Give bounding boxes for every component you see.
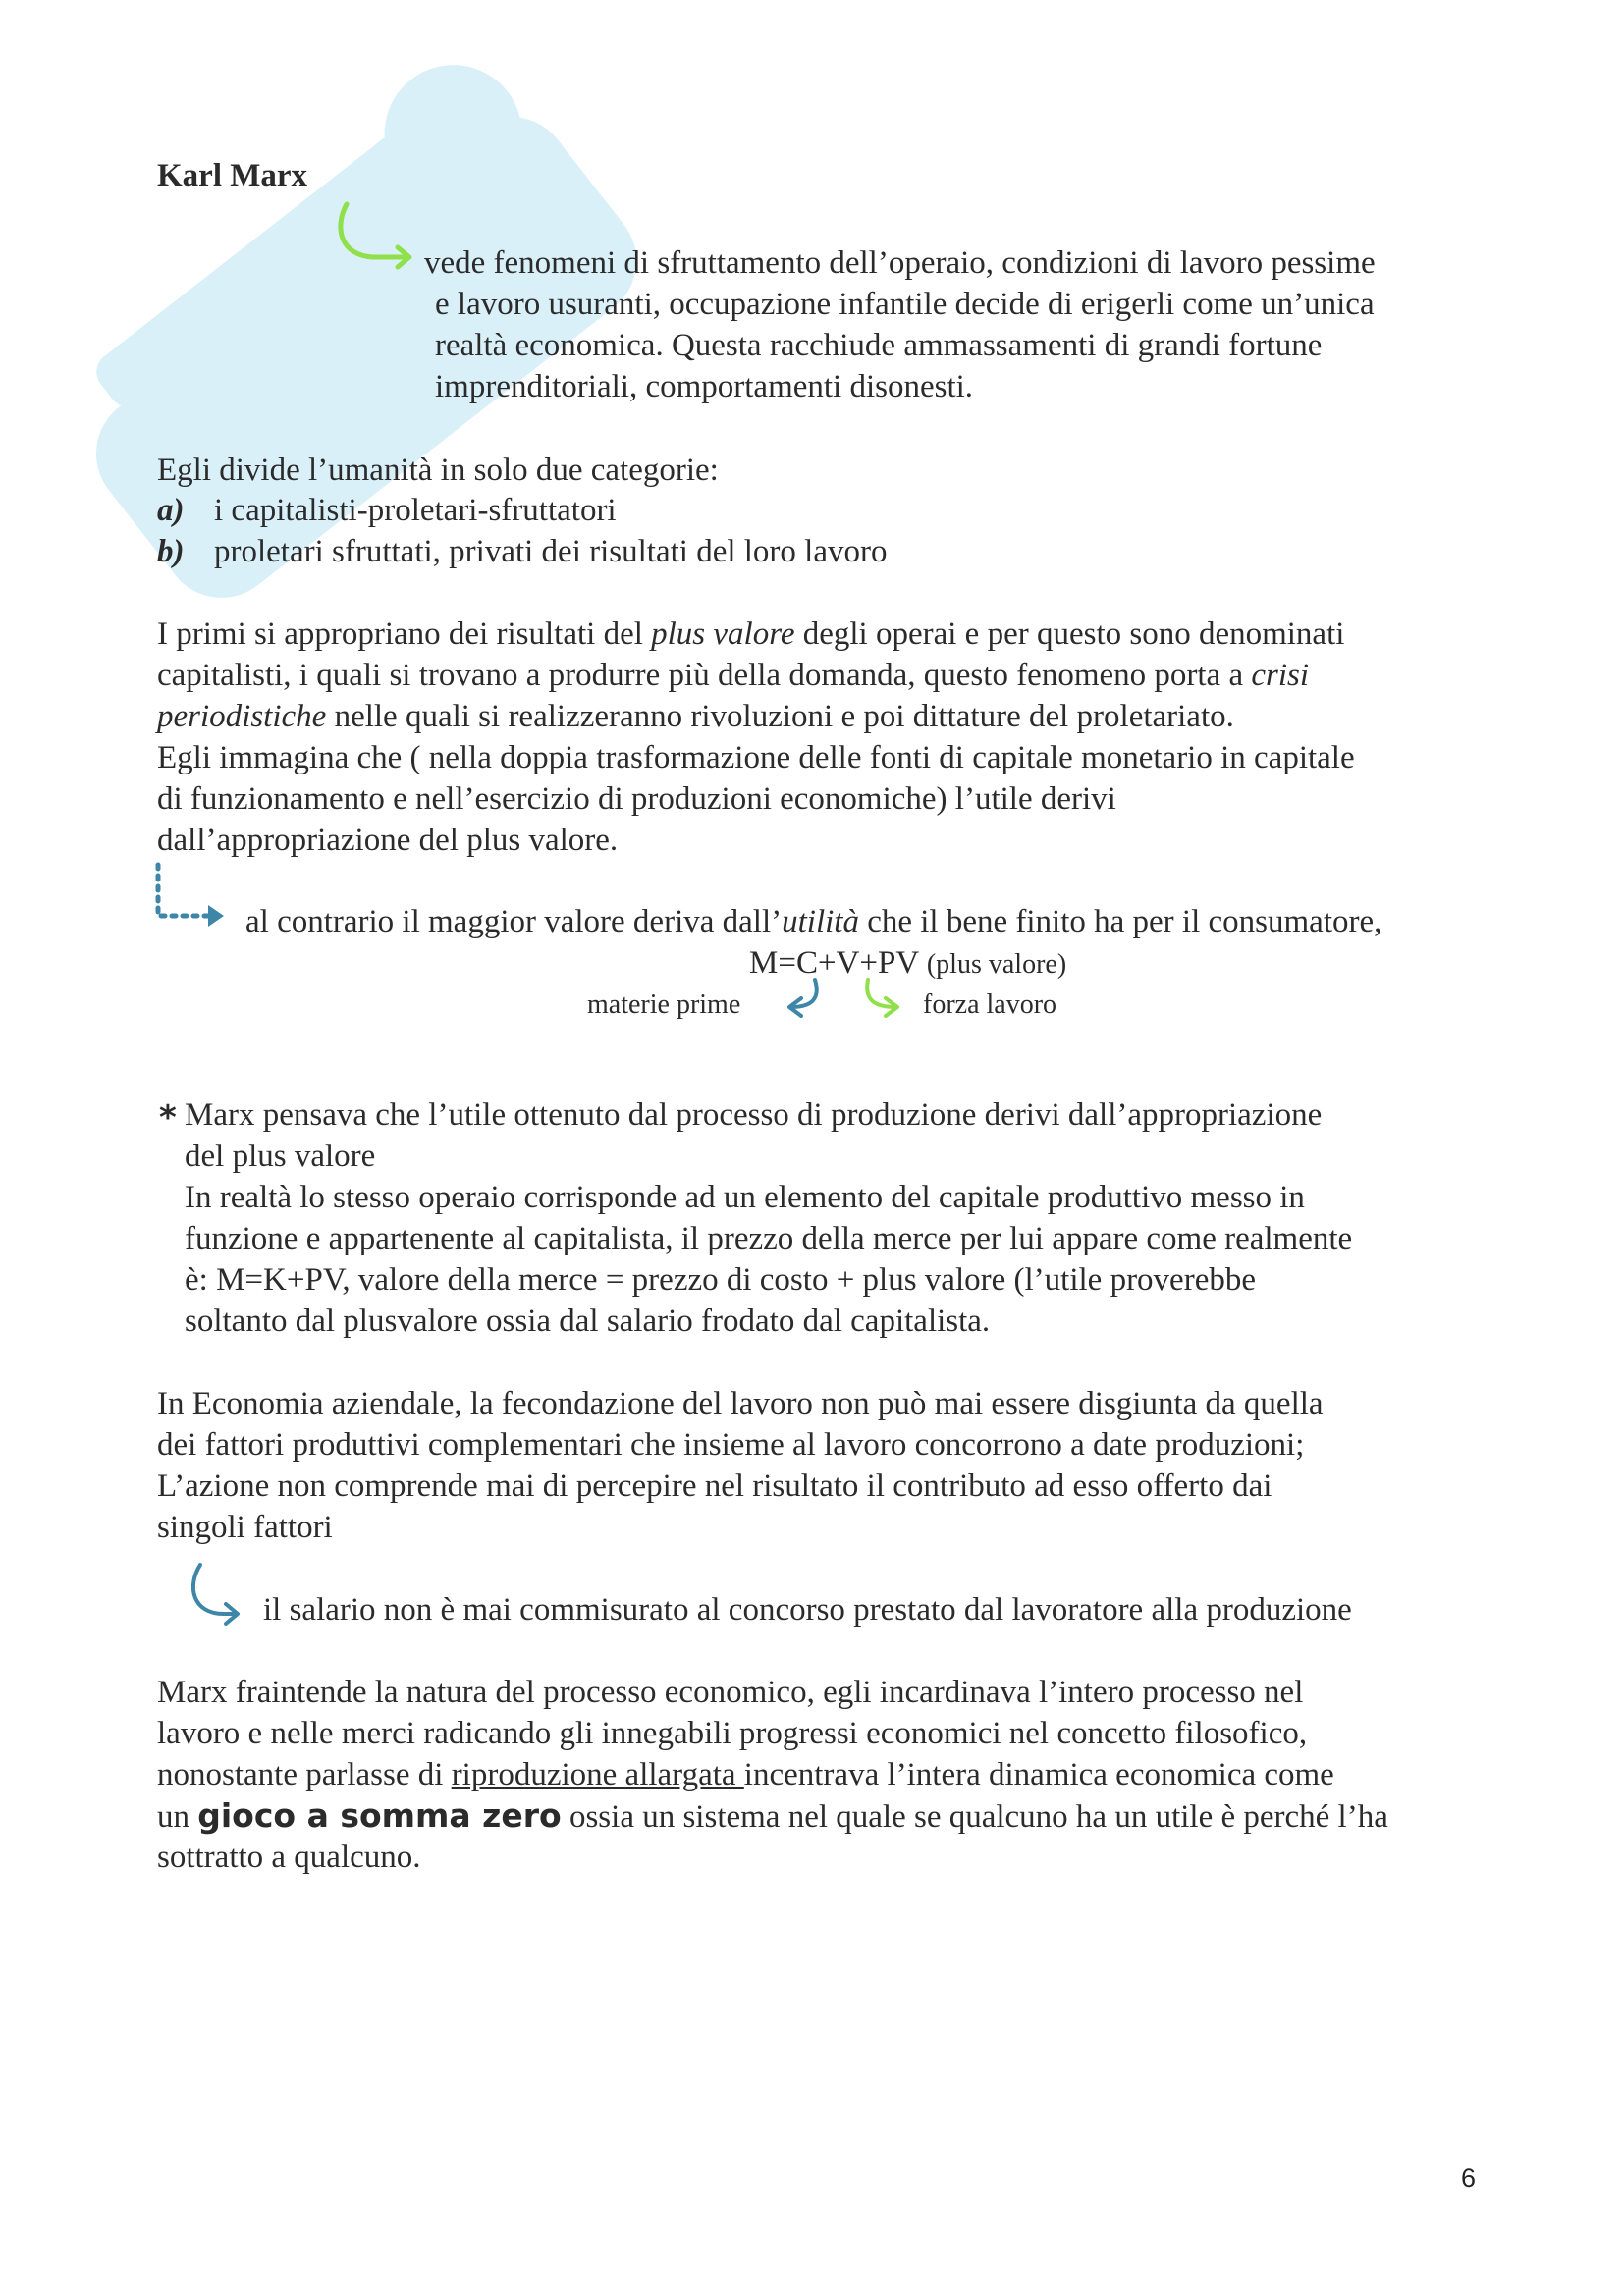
para1-line-6: dall’appropriazione del plus valore.: [157, 823, 619, 858]
intro-line-4: imprenditoriali, comportamenti disonesti.: [435, 369, 974, 404]
para3-l3-a: nonostante parlasse di: [157, 1757, 452, 1792]
green-curved-arrow-icon: [329, 196, 417, 275]
para1-l1-a: I primi si appropriano dei risultati del: [157, 616, 652, 652]
para3-l3-underlined: riproduzione allargata: [451, 1757, 744, 1792]
formula-right-label: forza lavoro: [923, 989, 1057, 1020]
formula-main: M=C+V+PV: [749, 945, 919, 981]
para1-line-2: [157, 655, 1309, 696]
page-title: Karl Marx: [157, 158, 308, 193]
note-line-4: funzione e appartenente al capitalista, il prezzo della merce per lui appare come realmente: [185, 1221, 1353, 1256]
para2-line-2: dei fattori produttivi complementari che insieme al lavoro concorrono a date produzioni;: [157, 1427, 1305, 1463]
para1-l2-b: crisi: [1251, 658, 1310, 693]
formula-note: (plus valore): [926, 949, 1067, 980]
para2-line-3: L’azione non comprende mai di percepire nel risultato il contributo ad esso offerto dai: [157, 1468, 1272, 1504]
para1-line-4: Egli immagina che ( nella doppia trasformazione delle fonti di capitale monetario in capitale: [157, 740, 1355, 775]
category-b-text: proletari sfruttati, privati dei risultati del loro lavoro: [214, 534, 888, 569]
category-a: [157, 490, 617, 531]
para3-line-5: sottratto a qualcuno.: [157, 1840, 421, 1875]
para1-l1-b: plus valore: [651, 616, 795, 652]
formula: [749, 942, 1066, 984]
para2-line-4: singoli fattori: [157, 1510, 333, 1545]
para1-l3-b: nelle quali si realizzeranno rivoluzioni e poi dittature del proletariato.: [326, 699, 1234, 734]
category-a-text: i capitalisti-proletari-sfruttatori: [214, 493, 617, 528]
contrary-a: al contrario il maggior valore deriva dall’: [245, 904, 783, 939]
para3-line-4: [157, 1795, 1388, 1838]
para3-l4-bold: gioco a somma zero: [197, 1796, 562, 1835]
note-line-6: soltanto dal plusvalore ossia dal salario frodato dal capitalista.: [185, 1304, 991, 1339]
page-number: 6: [1461, 2163, 1477, 2193]
para3-l3-c: incentrava l’intera dinamica economica come: [743, 1757, 1334, 1792]
para1-l1-c: degli operai e per questo sono denominati: [794, 616, 1345, 652]
salary-line: il salario non è mai commisurato al concorso prestato dal lavoratore alla produzione: [263, 1592, 1352, 1628]
para3-l4-a: un: [157, 1799, 198, 1835]
para2-line-1: In Economia aziendale, la fecondazione del lavoro non può mai essere disgiunta da quella: [157, 1386, 1324, 1421]
category-b-marker: b): [157, 534, 185, 569]
para1-line-5: di funzionamento e nell’esercizio di produzioni economiche) l’utile derivi: [157, 781, 1116, 817]
note-line-1: Marx pensava che l’utile ottenuto dal processo di produzione derivi dall’appropriazione: [185, 1097, 1323, 1133]
blue-hook-arrow-icon: [185, 1559, 253, 1635]
intro-line-1: vede fenomeni di sfruttamento dell’operaio, condizioni di lavoro pessime: [424, 245, 1376, 281]
intro-line-2: e lavoro usuranti, occupazione infantile decide di erigerli come un’unica: [435, 287, 1375, 322]
para1-l3-a: periodistiche: [157, 699, 327, 734]
para1-line-1: [157, 614, 1344, 655]
note-line-3: In realtà lo stesso operaio corrisponde ad un elemento del capitale produttivo messo in: [185, 1180, 1305, 1215]
category-a-marker: a): [157, 493, 185, 528]
star-marker: *: [159, 1098, 177, 1138]
note-line-2: del plus valore: [185, 1139, 376, 1174]
category-b: [157, 531, 887, 572]
contrary-b: utilità: [782, 904, 859, 939]
dotted-arrow-icon: [149, 859, 238, 928]
para3-l4-c: ossia un sistema nel quale se qualcuno ha un utile è perché l’ha: [561, 1799, 1388, 1835]
para3-line-2: lavoro e nelle merci radicando gli innegabili progressi economici nel concetto filosofico,: [157, 1716, 1308, 1751]
para1-line-3: [157, 696, 1234, 737]
categories-intro: Egli divide l’umanità in solo due categorie:: [157, 453, 719, 488]
intro-line-3: realtà economica. Questa racchiude ammassamenti di grandi fortune: [435, 328, 1323, 363]
para3-line-1: Marx fraintende la natura del processo economico, egli incardinava l’intero processo nel: [157, 1675, 1304, 1710]
contrary-line: [245, 901, 1381, 942]
para1-l2-a: capitalisti, i quali si trovano a produrre più della domanda, questo fenomeno porta a: [157, 658, 1252, 693]
contrary-c: che il bene finito ha per il consumatore,: [858, 904, 1382, 939]
formula-left-label: materie prime: [587, 989, 741, 1020]
para3-line-3: [157, 1754, 1334, 1795]
note-line-5: è: M=K+PV, valore della merce = prezzo di costo + plus valore (l’utile proverebbe: [185, 1262, 1256, 1298]
